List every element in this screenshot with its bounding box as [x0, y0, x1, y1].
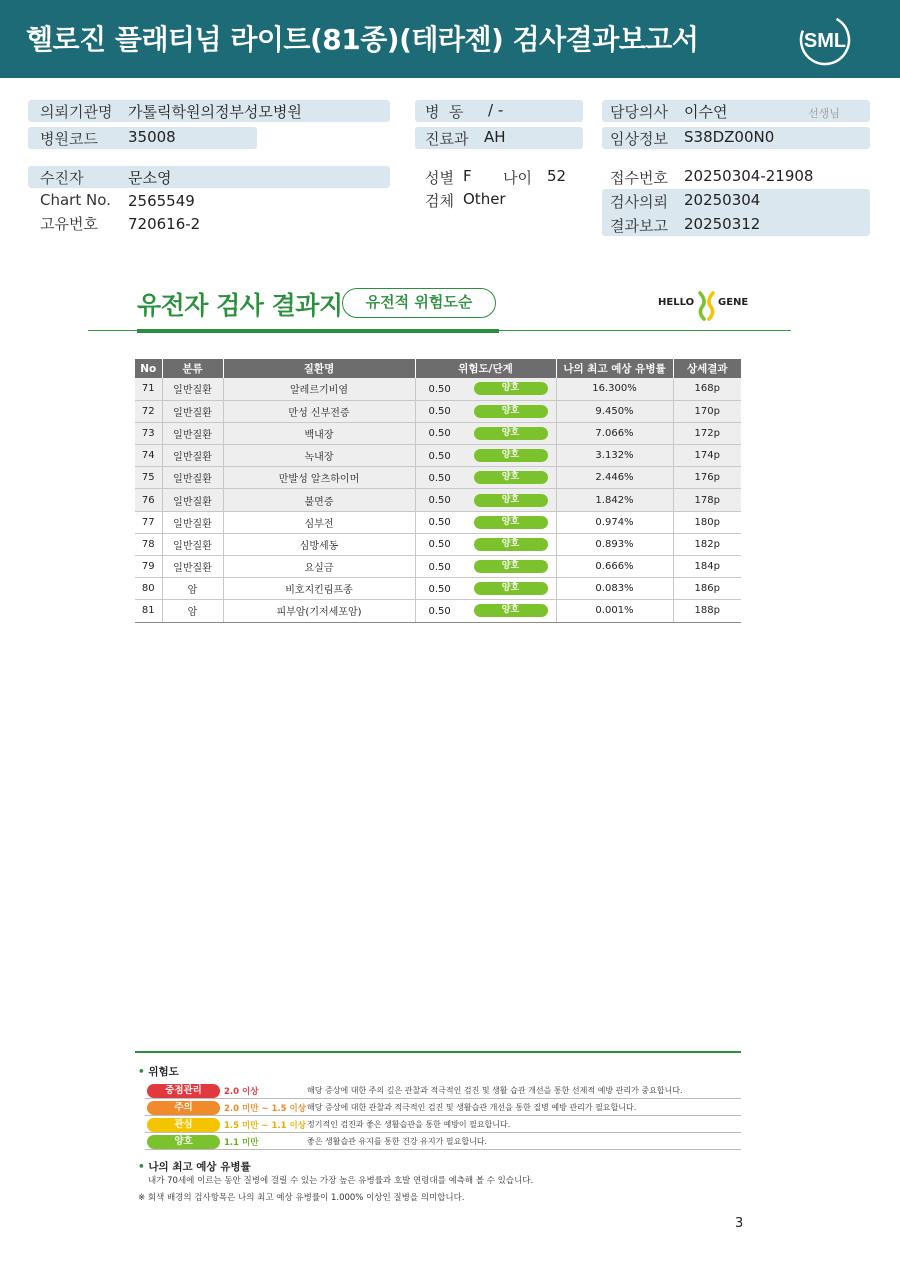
- clinical-value: S38DZ00N0: [684, 128, 775, 146]
- specimen-value: Other: [463, 190, 506, 208]
- hospital-code-label: 병원코드: [40, 130, 98, 148]
- prevalence-legend-desc: 내가 70세에 이르는 동안 질병에 걸릴 수 있는 가장 높은 유병률과 호발 연령대를 예측해 볼 수 있습니다.: [148, 1176, 534, 1186]
- cell-detail-page: 178p: [673, 489, 741, 511]
- cell-prevalence: 2.446%: [556, 467, 673, 489]
- cell-no: 76: [135, 489, 162, 511]
- legend-desc-interest: 정기적인 검진과 좋은 생활습관을 통한 예방이 필요합니다.: [307, 1120, 511, 1129]
- cell-risk: [415, 511, 556, 533]
- header-detail: 상세결과: [673, 359, 741, 378]
- table-row: [135, 400, 741, 422]
- cell-risk: [415, 489, 556, 511]
- cell-disease: 심부전: [223, 511, 415, 533]
- stage-badge: 양호: [474, 516, 548, 529]
- report-value: 20250312: [684, 215, 761, 233]
- header-risk: 위험도/단계: [415, 359, 556, 378]
- legend-range-interest: 1.5 미만 ~ 1.1 이상: [224, 1121, 306, 1131]
- receipt-label: 접수번호: [610, 169, 668, 187]
- sml-logo: [798, 13, 852, 67]
- stage-badge: 양호: [474, 494, 548, 507]
- cell-risk: [415, 600, 556, 622]
- stage-badge: 양호: [474, 471, 548, 484]
- cell-disease: 백내장: [223, 422, 415, 444]
- cell-risk: [415, 533, 556, 555]
- sex-label: 성별: [425, 169, 454, 187]
- stage-badge: 양호: [474, 560, 548, 573]
- cell-disease: 불면증: [223, 489, 415, 511]
- table-row: [135, 511, 741, 533]
- legend-desc-caution: 해당 증상에 대한 관찰과 적극적인 검진 및 생활습관 개선을 통한 질병 예방 관리가 필요합니다.: [307, 1103, 637, 1112]
- legend-row-good: [145, 1134, 741, 1150]
- age-label: 나이: [503, 169, 532, 187]
- cell-risk: [415, 378, 556, 400]
- cell-no: 73: [135, 422, 162, 444]
- table-row: [135, 378, 741, 400]
- institution-value: 가톨릭학원의정부성모병원: [128, 103, 302, 121]
- cell-category: 일반질환: [162, 489, 223, 511]
- cell-prevalence: 0.001%: [556, 600, 673, 622]
- results-table: [135, 359, 741, 623]
- patient-label: 수진자: [40, 169, 84, 187]
- dna-icon: [696, 291, 718, 321]
- clinical-label: 임상정보: [610, 130, 668, 148]
- cell-risk: [415, 578, 556, 600]
- risk-value: 0.50: [428, 428, 451, 440]
- header-disease: 질환명: [223, 359, 415, 378]
- cell-disease: 비호지킨림프종: [223, 578, 415, 600]
- cell-detail-page: 188p: [673, 600, 741, 622]
- cell-category: 일반질환: [162, 556, 223, 578]
- legend-row-interest: [145, 1117, 741, 1133]
- risk-value: 0.50: [428, 383, 451, 395]
- ward-value: / -: [488, 101, 504, 119]
- report-label: 결과보고: [610, 217, 668, 235]
- cell-risk: [415, 556, 556, 578]
- cell-category: 암: [162, 578, 223, 600]
- cell-category: 일반질환: [162, 422, 223, 444]
- cell-disease: 만성 신부전증: [223, 400, 415, 422]
- table-row: [135, 422, 741, 444]
- hello-gene-logo-right: GENE: [718, 297, 749, 308]
- cell-category: 일반질환: [162, 467, 223, 489]
- legend-desc-good: 좋은 생활습관 유지를 통한 건강 유지가 필요합니다.: [307, 1137, 488, 1146]
- cell-disease: 요실금: [223, 556, 415, 578]
- legend-badge-interest: 관심: [147, 1118, 220, 1132]
- cell-no: 77: [135, 511, 162, 533]
- cell-risk: [415, 400, 556, 422]
- section-divider-accent: [137, 329, 499, 333]
- legend-divider: [135, 1051, 741, 1053]
- stage-badge: 양호: [474, 582, 548, 595]
- risk-legend-title: • 위험도: [138, 1066, 179, 1078]
- legend-range-good: 1.1 미만: [224, 1138, 259, 1148]
- cell-category: 암: [162, 600, 223, 622]
- stage-badge: 양호: [474, 427, 548, 440]
- cell-prevalence: 16.300%: [556, 378, 673, 400]
- stage-badge: 양호: [474, 538, 548, 551]
- cell-prevalence: 0.893%: [556, 533, 673, 555]
- request-value: 20250304: [684, 191, 761, 209]
- cell-detail-page: 186p: [673, 578, 741, 600]
- doctor-value: 이수연: [684, 103, 728, 121]
- cell-category: 일반질환: [162, 400, 223, 422]
- table-row: [135, 467, 741, 489]
- patient-value: 문소영: [128, 169, 172, 187]
- prevalence-legend-title: • 나의 최고 예상 유병률: [138, 1161, 251, 1173]
- age-value: 52: [547, 167, 567, 185]
- risk-value: 0.50: [428, 495, 451, 507]
- cell-no: 81: [135, 600, 162, 622]
- doctor-label: 담당의사: [610, 103, 668, 121]
- chart-value: 2565549: [128, 192, 195, 210]
- cell-prevalence: 9.450%: [556, 400, 673, 422]
- table-row: [135, 556, 741, 578]
- prevalence-legend-title-text: 나의 최고 예상 유병률: [148, 1161, 251, 1173]
- header-prevalence: 나의 최고 예상 유병률: [556, 359, 673, 378]
- cell-risk: [415, 445, 556, 467]
- stage-badge: 양호: [474, 449, 548, 462]
- cell-disease: 녹내장: [223, 445, 415, 467]
- table-row: [135, 533, 741, 555]
- risk-value: 0.50: [428, 605, 451, 617]
- sex-value: F: [463, 167, 472, 185]
- report-title: 헬로진 플래티넘 라이트(81종)(테라젠) 검사결과보고서: [26, 23, 699, 56]
- section-title: 유전자 검사 결과지: [137, 291, 343, 320]
- legend-row-critical: [145, 1083, 741, 1099]
- table-row: [135, 445, 741, 467]
- legend-desc-critical: 해당 증상에 대한 주의 깊은 관찰과 적극적인 검진 및 생활 습관 개선을 통한 선제적 예방 관리가 중요합니다.: [307, 1086, 683, 1095]
- header-no: No: [135, 359, 162, 378]
- cell-detail-page: 172p: [673, 422, 741, 444]
- receipt-value: 20250304-21908: [684, 167, 814, 185]
- cell-risk: [415, 467, 556, 489]
- cell-detail-page: 176p: [673, 467, 741, 489]
- cell-prevalence: 0.974%: [556, 511, 673, 533]
- doctor-suffix: 선생님: [808, 107, 840, 120]
- cell-detail-page: 170p: [673, 400, 741, 422]
- cell-no: 79: [135, 556, 162, 578]
- shading-note: ※ 회색 배경의 검사항목은 나의 최고 예상 유병률이 1.000% 이상인 질병을 의미합니다.: [138, 1193, 465, 1203]
- table-row: [135, 489, 741, 511]
- stage-badge: 양호: [474, 604, 548, 617]
- risk-value: 0.50: [428, 472, 451, 484]
- risk-value: 0.50: [428, 583, 451, 595]
- ward-label: 병 동: [425, 103, 464, 121]
- risk-value: 0.50: [428, 406, 451, 418]
- legend-range-critical: 2.0 이상: [224, 1087, 259, 1097]
- cell-detail-page: 174p: [673, 445, 741, 467]
- risk-value: 0.50: [428, 517, 451, 529]
- chart-label: Chart No.: [40, 191, 111, 209]
- cell-prevalence: 1.842%: [556, 489, 673, 511]
- legend-row-caution: [145, 1100, 741, 1116]
- unique-value: 720616-2: [128, 215, 201, 233]
- risk-value: 0.50: [428, 450, 451, 462]
- cell-detail-page: 168p: [673, 378, 741, 400]
- header-category: 분류: [162, 359, 223, 378]
- sml-logo-text: SML: [803, 30, 847, 52]
- cell-no: 72: [135, 400, 162, 422]
- stage-badge: 양호: [474, 382, 548, 395]
- cell-no: 78: [135, 533, 162, 555]
- cell-no: 80: [135, 578, 162, 600]
- cell-prevalence: 0.666%: [556, 556, 673, 578]
- request-label: 검사의뢰: [610, 193, 668, 211]
- cell-category: 일반질환: [162, 378, 223, 400]
- unique-label: 고유번호: [40, 215, 98, 233]
- cell-disease: 심방세동: [223, 533, 415, 555]
- specimen-label: 검체: [425, 192, 454, 210]
- cell-prevalence: 0.083%: [556, 578, 673, 600]
- page-number: 3: [735, 1216, 744, 1231]
- risk-value: 0.50: [428, 539, 451, 551]
- cell-category: 일반질환: [162, 511, 223, 533]
- risk-legend-title-text: 위험도: [148, 1066, 179, 1078]
- cell-disease: 알레르기비염: [223, 378, 415, 400]
- stage-badge: 양호: [474, 405, 548, 418]
- report-header-banner: [0, 0, 900, 78]
- institution-label: 의뢰기관명: [40, 103, 113, 121]
- legend-range-caution: 2.0 미만 ~ 1.5 이상: [224, 1104, 306, 1114]
- table-row: [135, 578, 741, 600]
- cell-detail-page: 182p: [673, 533, 741, 555]
- table-row: [135, 600, 741, 622]
- legend-badge-good: 양호: [147, 1135, 220, 1149]
- cell-prevalence: 3.132%: [556, 445, 673, 467]
- hello-gene-logo: [658, 291, 758, 321]
- legend-badge-critical: 중점관리: [147, 1084, 220, 1098]
- cell-no: 71: [135, 378, 162, 400]
- cell-disease: 만발성 알츠하이머: [223, 467, 415, 489]
- table-header-row: [135, 359, 741, 378]
- risk-value: 0.50: [428, 561, 451, 573]
- legend-badge-caution: 주의: [147, 1101, 220, 1115]
- cell-detail-page: 180p: [673, 511, 741, 533]
- cell-prevalence: 7.066%: [556, 422, 673, 444]
- cell-detail-page: 184p: [673, 556, 741, 578]
- hospital-code-value: 35008: [128, 128, 176, 146]
- hello-gene-logo-left: HELLO: [658, 297, 695, 308]
- cell-disease: 피부암(기저세포암): [223, 600, 415, 622]
- cell-category: 일반질환: [162, 445, 223, 467]
- department-value: AH: [484, 128, 506, 146]
- cell-no: 75: [135, 467, 162, 489]
- cell-category: 일반질환: [162, 533, 223, 555]
- cell-risk: [415, 422, 556, 444]
- department-label: 진료과: [425, 130, 469, 148]
- sort-order-pill: 유전적 위험도순: [342, 288, 496, 318]
- cell-no: 74: [135, 445, 162, 467]
